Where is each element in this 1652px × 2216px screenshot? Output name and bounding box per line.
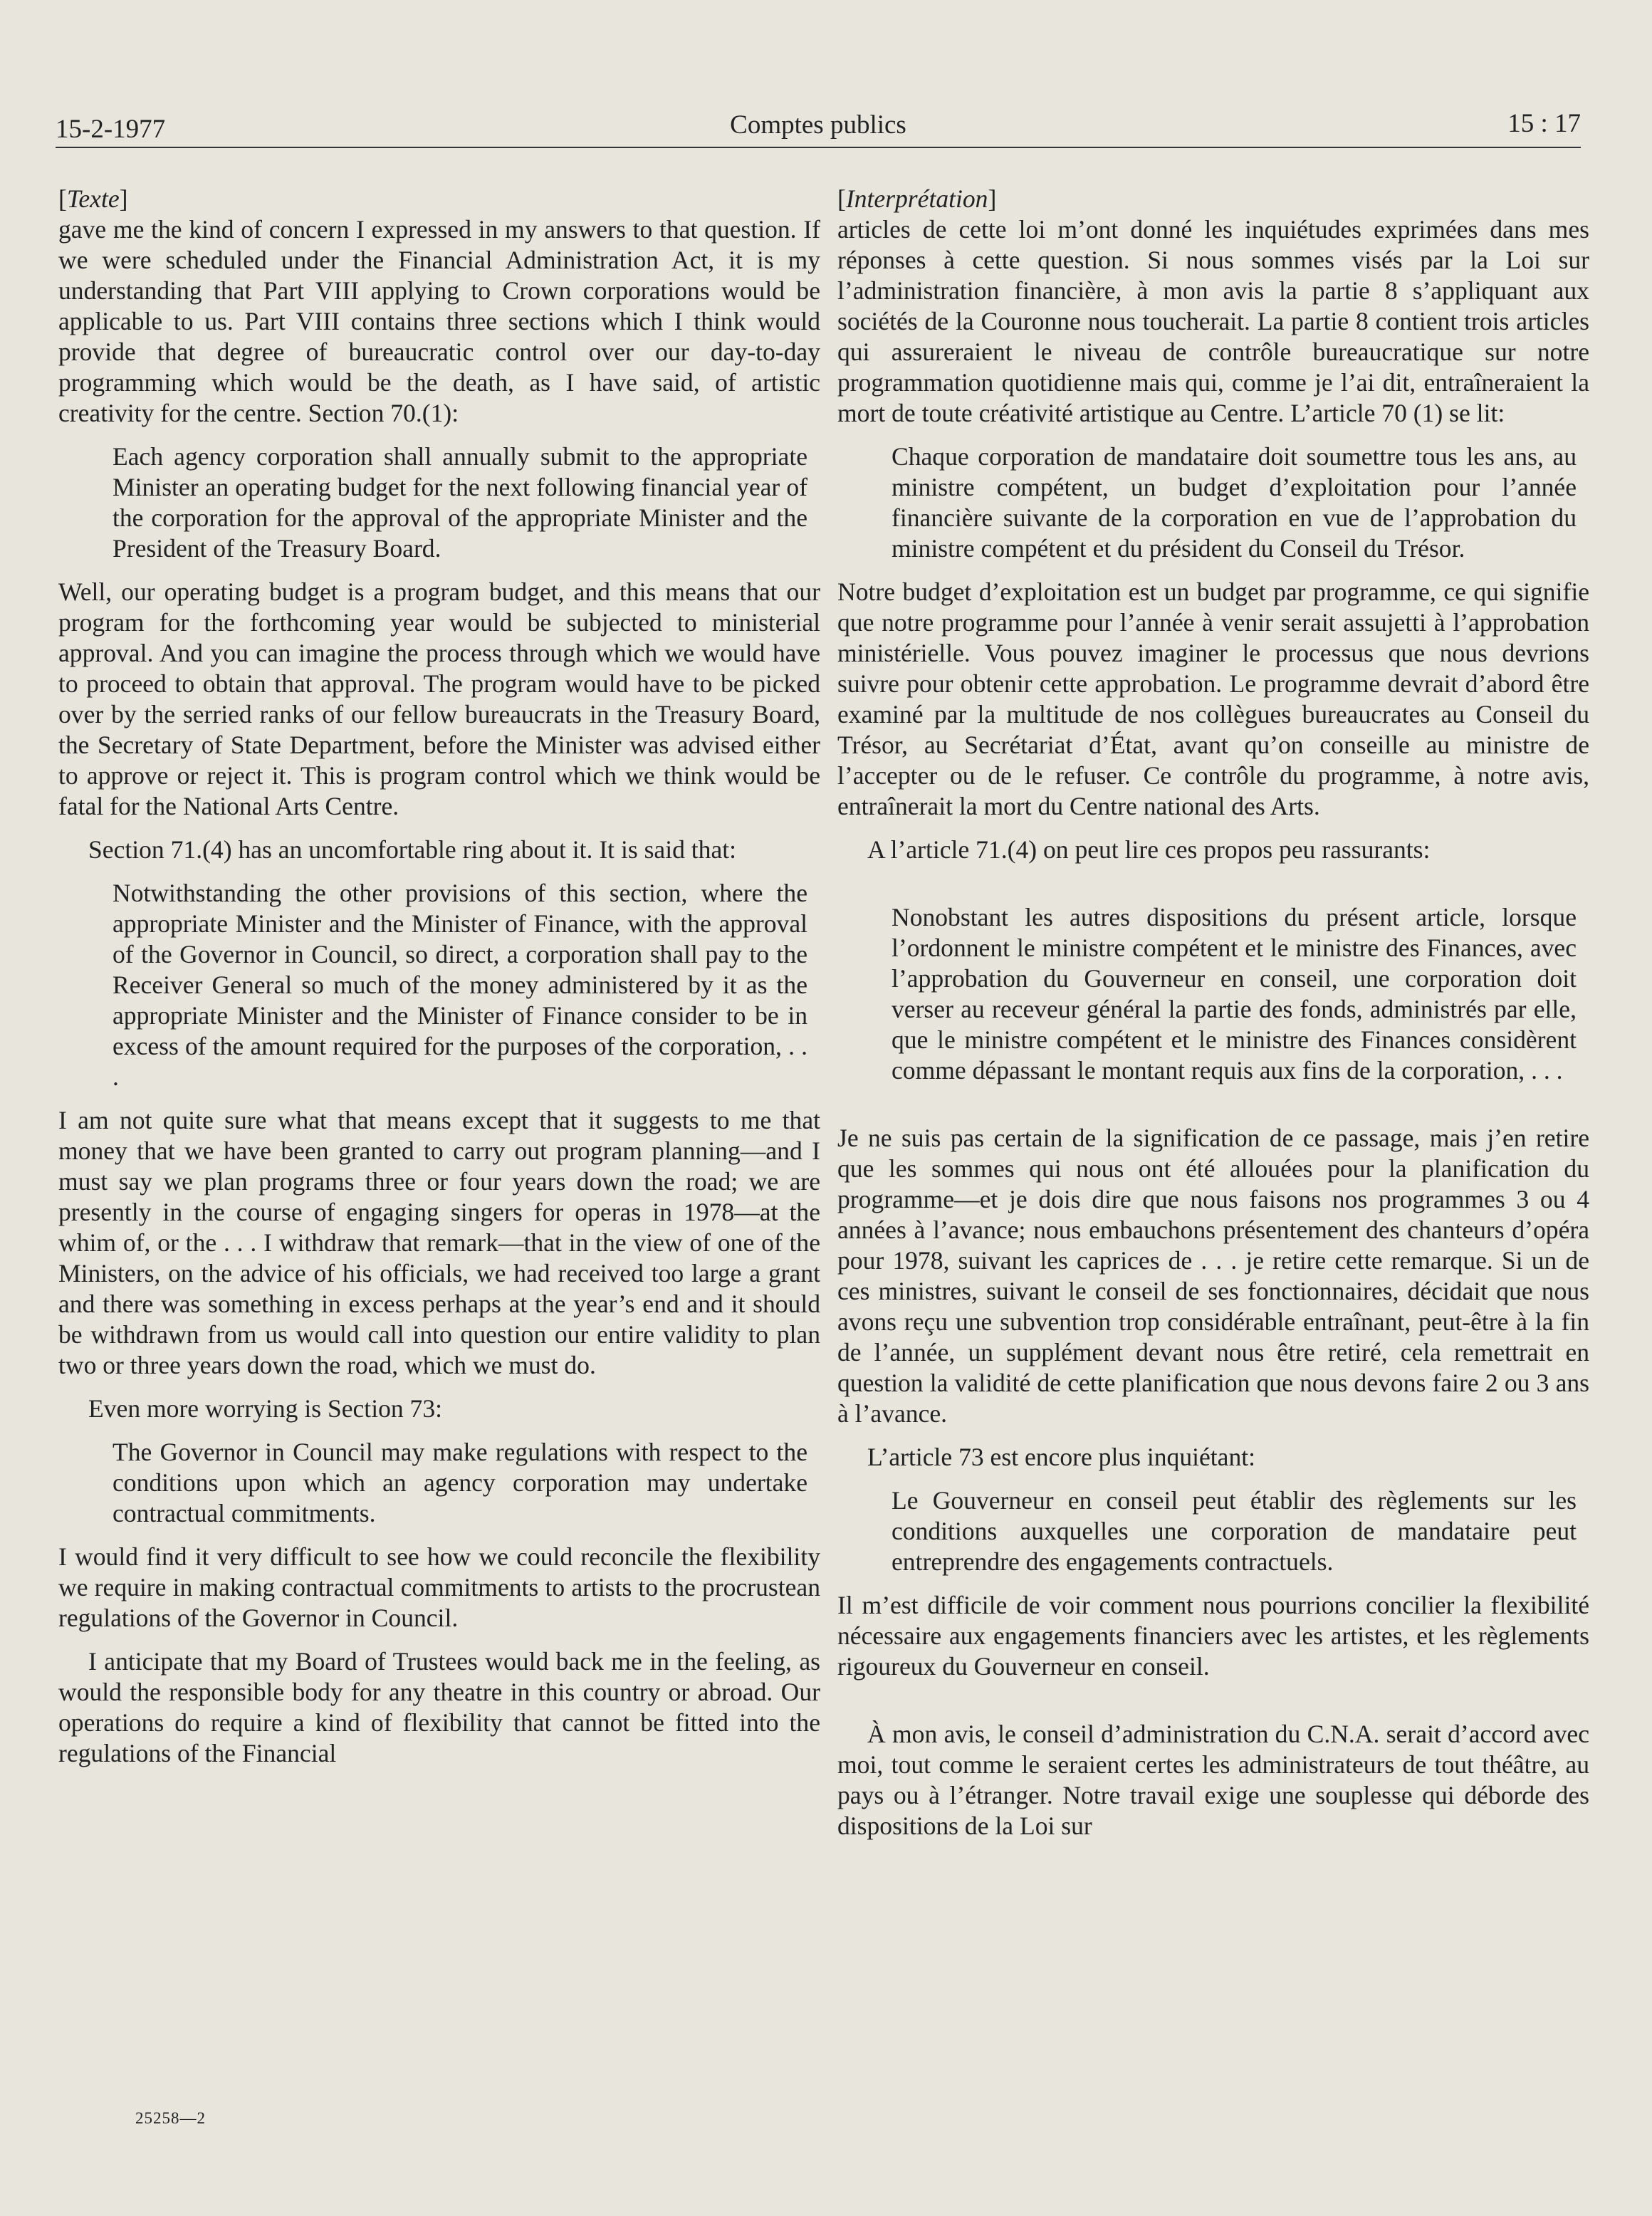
header-date: 15-2-1977 <box>56 115 166 144</box>
paragraph: A l’article 71.(4) on peut lire ces propos peu rassurants: <box>867 835 1431 864</box>
statute-quote: Notwithstanding the other provisions of this section, where the appropriate Minister and the Minister of Finance, with the approval of the Governor in Council, so direct, a corporation shall pay to the Receiver General so much of the money administered by it as the appropriate Minister and the Minister of Finance consider to be in excess of the amount required for the purposes of the corporation, . . . <box>113 879 807 1091</box>
paragraph: I anticipate that my Board of Trustees would back me in the feeling, as would the responsible body for any theatre in this country or abroad. Our operations do require a kind of flexibility that cannot be fitted into the regulations of the Financial <box>58 1647 820 1767</box>
english-column <box>58 184 820 1782</box>
paragraph: Well, our operating budget is a program budget, and this means that our program for the forthcoming year would be subjected to ministerial approval. And you can imagine the process through which we would have to proceed to obtain that approval. The program would have to be picked over by the serried ranks of our fellow bureaucrats in the Treasury Board, the Secretary of State Department, before the Minister was advised either to approve or reject it. This is program control which we think would be fatal for the National Arts Centre. <box>58 577 820 820</box>
statute-quote: Each agency corporation shall annually submit to the appropriate Minister an operating budget for the next following financial year of the corporation for the approval of the appropriate Minister and the President of the Treasury Board. <box>113 442 807 563</box>
statute-quote: Chaque corporation de mandataire doit soumettre tous les ans, au ministre compétent, un budget d’exploitation pour l’année financière suivante de la corporation en vue de l’approbation du ministre compétent et du président du Conseil du Trésor. <box>892 442 1577 563</box>
paragraph: I am not quite sure what that means except that it suggests to me that money that we have been granted to carry out program planning—and I must say we plan programs three or four years down the road; we are presently in the course of engaging singers for operas in 1978—at the whim of, or the . . . I withdraw that remark—that in the view of one of the Ministers, on the advice of his officials, we had received too large a grant and there was something in excess perhaps at the year’s end and it should be withdrawn from us would call into question our entire validity to plan two or three years down the road, which we must do. <box>58 1106 820 1379</box>
column-label-text: Interprétation <box>845 184 988 213</box>
paragraph: gave me the kind of concern I expressed in my answers to that question. If we were scheduled under the Financial Administration Act, it is my understanding that Part VIII applying to Crown corporations would be applicable to us. Part VIII contains three sections which I think would provide that degree of bureaucratic control over our day-to-day programming which would be the death, as I have said, of artistic creativity for the centre. Section 70.(1): <box>58 215 820 427</box>
paragraph: Il m’est difficile de voir comment nous pourrions concilier la flexibilité nécessaire aux engagements financiers avec les artistes, et les règlements rigoureux du Gouverneur en conseil. <box>837 1591 1589 1681</box>
statute-quote: Le Gouverneur en conseil peut établir des règlements sur les conditions auxquelles une corporation de mandataire peut entreprendre des engagements contractuels. <box>892 1486 1577 1576</box>
paragraph: I would find it very difficult to see how we could reconcile the flexibility we require in making contractual commitments to artists to the procrustean regulations of the Governor in Council. <box>58 1542 820 1632</box>
header-page-number: 15 : 17 <box>1507 109 1581 138</box>
running-header <box>56 105 1581 148</box>
column-label: [Texte] <box>58 184 128 213</box>
paragraph: articles de cette loi m’ont donné les inquiétudes exprimées dans mes réponses à cette question. Si nous sommes visés par la Loi sur l’administration financière, à mon avis la partie 8 s’appliquant aux sociétés de la Couronne nous toucherait. La partie 8 contient trois articles qui assureraient le niveau de contrôle bureaucratique sur notre programmation quotidienne mais qui, comme je l’ai dit, entraîneraient la mort de toute créativité artistique au Centre. L’article 70 (1) se lit: <box>837 215 1589 427</box>
statute-quote: The Governor in Council may make regulations with respect to the conditions upon which an agency corporation may undertake contractual commitments. <box>113 1438 807 1527</box>
paragraph: Even more worrying is Section 73: <box>88 1394 443 1423</box>
paragraph: L’article 73 est encore plus inquiétant: <box>867 1443 1256 1471</box>
paragraph: Section 71.(4) has an uncomfortable ring about it. It is said that: <box>88 835 737 864</box>
paragraph: Je ne suis pas certain de la signification de ce passage, mais j’en retire que les sommes qui nous ont été allouées pour la planification du programme—et je dois dire que nous faisons nos programmes 3 ou 4 années à l’avance; nous embauchons présentement des chanteurs d’opéra pour 1978, suivant les caprices de . . . je retire cette remarque. Si un de ces ministres, suivant le conseil de ses fonctionnaires, décidait que nous avons reçu une subvention trop considérable entraînant, peut-être à la fin de l’année, un supplément devant nous être retiré, cela remettrait en question la validité de cette planification que nous devons faire 2 ou 3 ans à l’avance. <box>837 1124 1589 1428</box>
paragraph: À mon avis, le conseil d’administration du C.N.A. serait d’accord avec moi, tout comme le seraient certes les administrateurs de tout théâtre, au pays ou à l’étranger. Notre travail exige une souplesse qui déborde des dispositions de la Loi sur <box>837 1720 1589 1840</box>
header-title: Comptes publics <box>730 110 906 140</box>
paragraph: Notre budget d’exploitation est un budget par programme, ce qui signifie que notre programme pour l’année à venir serait assujetti à l’approbation ministérielle. Vous pouvez imaginer le processus que nous devrions suivre pour obtenir cette approbation. Le programme devrait d’abord être examiné par la multitude de nos collègues bureaucrates au Conseil du Trésor, au Secrétariat d’État, avant qu’on conseille au ministre de l’accepter ou de le refuser. Ce contrôle du programme, à notre avis, entraînerait la mort du Centre national des Arts. <box>837 577 1589 820</box>
printer-code: 25258—2 <box>135 2109 206 2127</box>
statute-quote: Nonobstant les autres dispositions du présent article, lorsque l’ordonnent le ministre compétent et le ministre des Finances, avec l’approbation du Gouverneur en conseil, une corporation doit verser au receveur général la partie des fonds, administrés par elle, que le ministre compétent et le ministre des Finances considèrent comme dépassant le montant requis aux fins de la corporation, . . . <box>892 903 1577 1085</box>
french-column <box>837 184 1589 1854</box>
column-label-text: Texte <box>66 184 120 213</box>
column-label: [Interprétation] <box>837 184 997 213</box>
